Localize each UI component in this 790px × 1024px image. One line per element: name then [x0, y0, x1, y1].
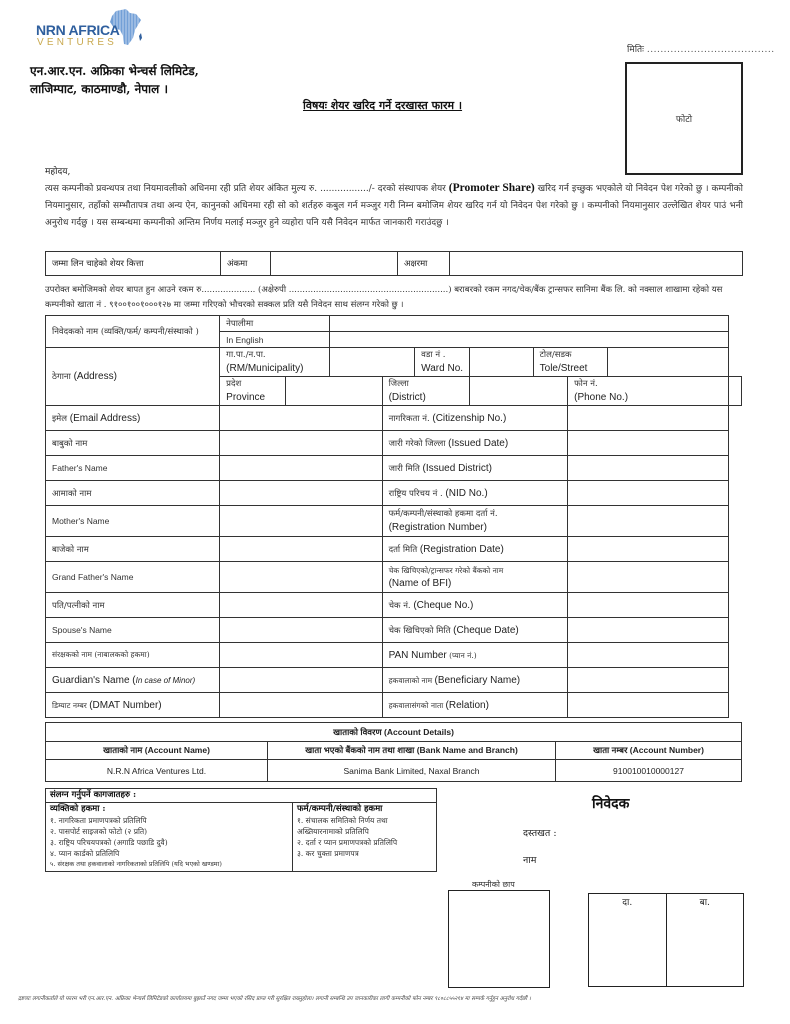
address-label: [46, 348, 220, 406]
address-label-np: ठेगाना: [52, 372, 71, 382]
date-label: मितिः: [627, 45, 644, 55]
name-english-label: In English: [220, 332, 329, 348]
required-documents-title: संलग्न गर्नुपर्ने कागजातहरु :: [46, 789, 437, 803]
table-row: [46, 406, 742, 431]
mother-name-np-label: आमाको नाम: [46, 481, 220, 506]
name-nepali-field[interactable]: [329, 316, 729, 332]
cheque-date-label: चेक खिचिएको मिति (Cheque Date): [382, 618, 568, 643]
list-item: २. दर्ता र प्यान प्रमाणपत्रको प्रतिलिपि: [297, 838, 398, 847]
footer-note: द्रष्टव्यः लगानीकर्ताले यो फारम भरी एन.आर.एन. अफ्रिका भेन्चर्स लिमिटेडको कार्यालयमा बुझाउँ नगद जम्मा भएको रसिद प्राप्त गरी सुरक्षित राख्नुहोला। लगानी सम्बन्धि उप जानकारीका लागी कम्पनीको फोन नम्बर ९८०८८५५२१४ मा सम्पर्क गर्नुहुन अनुरोध गर्दछौं ।: [18, 996, 531, 1002]
municipality-label-en: (RM/Municipality): [226, 363, 304, 374]
logo-text-secondary: VENTURES: [37, 37, 118, 48]
date-blank[interactable]: ......................................: [646, 45, 775, 55]
in-words-label: अक्षरमा: [398, 252, 450, 276]
ward-label: [415, 348, 470, 377]
deposit-text: उपरोक्त बमोजिमको शेयर बापत हुन आउने रकम रु.................... (अक्षेरुपी ...........................................................) बराबरको रकम नगद/चेक/बैंक ट्रान्सफर सानिमा बैंक लि. को नक्साल शाखामा रहेको यस कम्पनीको खाता नं . ९१००१००१०००१२७ मा जम्मा गरिएको भौचरको सक्कल प्रति यसै निवेदन साथ संलग्न गरेको छु ।: [45, 285, 723, 310]
father-name-en-field[interactable]: [220, 456, 382, 481]
district-label-np: जिल्ला: [388, 379, 409, 389]
ward-label-en: Ward No.: [421, 363, 464, 374]
form-subject: विषयः शेयर खरिद गर्ने दरखास्त फारम ।: [303, 99, 463, 112]
right-thumb-box[interactable]: [589, 894, 667, 987]
company-seal-label: कम्पनीको छाप: [472, 880, 515, 889]
address-label-en: (Address): [73, 371, 117, 382]
applicant-title: निवेदक: [592, 796, 630, 812]
province-label-np: प्रदेश: [226, 379, 242, 389]
logo-text-primary: NRN AFRICA: [36, 22, 120, 38]
share-quantity-table: [45, 251, 743, 276]
company-name: एन.आर.एन. अफ्रिका भेन्चर्स लिमिटेड,: [30, 64, 199, 78]
citizenship-field[interactable]: [568, 406, 729, 431]
table-row: [46, 537, 742, 562]
company-logo: [36, 8, 146, 50]
account-number-value: 910010010000127: [556, 760, 742, 782]
phone-label: [568, 377, 729, 406]
phone-label-en: (Phone No.): [574, 392, 629, 403]
signatory-name-label: नाम: [523, 855, 537, 866]
account-details-title: खाताको विवरण (Account Details): [46, 723, 742, 742]
right-thumb-label: दा.: [622, 898, 633, 908]
registration-number-label: फर्म/कम्पनी/संस्थाको हकमा दर्ता नं. (Registration Number): [382, 506, 568, 537]
in-words-field[interactable]: [450, 252, 743, 276]
salutation: महोदय,: [45, 167, 71, 177]
share-quantity-label: जम्मा लिन चाहेको शेयर कित्ता: [46, 252, 221, 276]
in-figures-field[interactable]: [271, 252, 398, 276]
ward-field[interactable]: [470, 348, 534, 377]
tole-label: [533, 348, 607, 377]
spouse-name-en-label: Spouse's Name: [46, 618, 220, 643]
nid-label: राष्ट्रिय परिचय नं . (NID No.): [382, 481, 568, 506]
relation-label: हकवालासंगको नाता (Relation): [382, 693, 568, 718]
list-item: ३. कर चुक्ता प्रमाणपत्र: [297, 849, 359, 858]
tole-field[interactable]: [607, 348, 728, 377]
email-label: इमेल (Email Address): [46, 406, 220, 431]
list-item: १. संचालक समितिको निर्णय तथा अख्तियारनामाको प्रतिलिपि: [297, 816, 388, 836]
account-number-header: खाता नम्बर (Account Number): [556, 742, 742, 760]
spouse-name-np-label: पति/पत्नीको नाम: [46, 593, 220, 618]
province-field[interactable]: [285, 377, 382, 406]
bank-branch-value: Sanima Bank Limited, Naxal Branch: [268, 760, 556, 782]
guardian-name-np-label: संरक्षकको नाम (नाबालकको हकमा): [46, 643, 220, 668]
left-thumb-label: बा.: [699, 898, 710, 908]
phone-label-np: फोन नं.: [574, 379, 598, 389]
municipality-field[interactable]: [329, 348, 415, 377]
list-item: ५. संरक्षक तथा हकवालाको नागरिकताको प्रतिलिपि (यदि भएको खण्डमा): [50, 860, 222, 868]
name-english-field[interactable]: [329, 332, 729, 348]
company-address: लाजिम्पाट, काठमाण्डौ, नेपाल ।: [30, 82, 169, 96]
account-name-value: N.R.N Africa Ventures Ltd.: [46, 760, 268, 782]
company-seal-box[interactable]: [448, 890, 550, 988]
list-item: १. नागरिकता प्रमाणपत्रको प्रतिलिपि: [50, 816, 147, 825]
account-details-table: [45, 722, 742, 782]
email-field[interactable]: [220, 406, 382, 431]
district-field[interactable]: [470, 377, 568, 406]
account-name-header: खाताको नाम (Account Name): [46, 742, 268, 760]
table-row: [46, 668, 742, 693]
cheque-number-label: चेक नं. (Cheque No.): [382, 593, 568, 618]
letter-part2: खरिद गर्न इच्छुक भएकोले यो निवेदन पेश गरेको छु । कम्पनीको नियमानुसार, तहाँको सम्भौतापत्र तथा अन्य ऐन, कानुनको अधिनमा रही सो को शर्तहरु कबुल गर्न मञ्जुर गरी निम्न बमोजिम शेयर खरिद गर्न यो निवेदन पेश गरेको छु । कम्पनीको नियमानुसार उल्लेखित शेयर पाउं भनी अनुरोध गर्दछु । यस सम्बन्धमा कम्पनीको अन्तिम निर्णय मलाई मञ्जुर हुने व्यहोरा पनि यसै निवेदन मार्फत जानकारी गराउंदछु ।: [45, 184, 743, 228]
applicant-name-label: निवेदकको नाम (व्यक्ति/फर्म/ कम्पनी/संस्थाको ): [46, 316, 220, 348]
issued-district-label: जारी गरेको जिल्ला (Issued Date): [382, 431, 568, 456]
table-row: [46, 593, 742, 618]
pan-number-label: PAN Number (प्यान नं.): [382, 643, 568, 668]
citizenship-label: नागरिकता नं. (Citizenship No.): [382, 406, 568, 431]
cheque-number-field[interactable]: [568, 593, 729, 618]
phone-field[interactable]: [729, 377, 742, 406]
bank-branch-header: खाता भएको बैंकको नाम तथा शाखा (Bank Name and Branch): [268, 742, 556, 760]
guardian-name-en-label: Guardian's Name (In case of Minor): [46, 668, 220, 693]
table-row: [46, 481, 742, 506]
tole-label-en: Tole/Street: [539, 363, 588, 374]
table-row: [46, 693, 742, 718]
list-item: ३. राष्ट्रिय परिचयपत्रको (अगाडि पछाडि दुवै): [50, 838, 168, 847]
grandfather-name-en-label: Grand Father's Name: [46, 562, 220, 593]
guardian-name-np-field[interactable]: [220, 643, 382, 668]
list-item: ४. प्यान कार्डको प्रतिलिपि: [50, 849, 120, 858]
name-nepali-label: नेपालीमा: [220, 316, 329, 332]
father-name-np-field[interactable]: [220, 431, 382, 456]
ward-label-np: वडा नं .: [421, 350, 446, 360]
district-label: [382, 377, 469, 406]
table-row: [46, 562, 742, 593]
letter-part1: त्यस कम्पनीको प्रवन्धपत्र तथा नियमावलीको अधिनमा रही प्रति शेयर अंकित मुल्य रु. ................./- दरको संस्थापक शेयर: [45, 184, 449, 194]
table-row: [46, 431, 742, 456]
beneficiary-name-label: हकवालाको नाम (Beneficiary Name): [382, 668, 568, 693]
company-header: [30, 62, 199, 98]
nid-field[interactable]: [568, 481, 729, 506]
bfi-name-label: चेक खिचिएको/ट्रान्सफर गरेको बैंकको नाम (Name of BFI): [382, 562, 568, 593]
relation-field[interactable]: [568, 693, 729, 718]
beneficiary-name-field[interactable]: [568, 668, 729, 693]
pan-number-field[interactable]: [568, 643, 729, 668]
tole-label-np: टोल/सडक: [539, 350, 572, 360]
table-row: [46, 506, 742, 537]
cheque-date-field[interactable]: [568, 618, 729, 643]
grandfather-name-en-field[interactable]: [220, 562, 382, 593]
issued-district-field[interactable]: [568, 431, 729, 456]
registration-date-label: दर्ता मिति (Registration Date): [382, 537, 568, 562]
signature-label: दस्तखत :: [523, 828, 557, 839]
photo-box[interactable]: [625, 62, 743, 175]
firm-documents-title: फर्म/कम्पनी/संस्थाको हकमा: [297, 804, 383, 814]
spouse-name-np-field[interactable]: [220, 593, 382, 618]
in-figures-label: अंकमा: [221, 252, 271, 276]
mother-name-en-field[interactable]: [220, 506, 382, 537]
issued-date-field[interactable]: [568, 456, 729, 481]
registration-number-field[interactable]: [568, 506, 729, 537]
spouse-name-en-field[interactable]: [220, 618, 382, 643]
province-label: [220, 377, 286, 406]
municipality-label: [220, 348, 329, 377]
photo-label: फोटो: [675, 115, 693, 125]
table-row: [46, 643, 742, 668]
province-label-en: Province: [226, 392, 266, 403]
mother-name-np-field[interactable]: [220, 481, 382, 506]
list-item: २. पासपोर्ट साइजको फोटो (२ प्रति): [50, 827, 148, 836]
father-name-np-label: बाबुको नाम: [46, 431, 220, 456]
registration-date-field[interactable]: [568, 537, 729, 562]
grandfather-name-np-field[interactable]: [220, 537, 382, 562]
district-label-en: (District): [388, 392, 426, 403]
father-name-en-label: Father's Name: [46, 456, 220, 481]
required-documents-table: [45, 788, 437, 872]
mother-name-en-label: Mother's Name: [46, 506, 220, 537]
guardian-name-en-field[interactable]: [220, 668, 382, 693]
bfi-name-field[interactable]: [568, 562, 729, 593]
firm-documents: [293, 803, 437, 872]
letter-body: [45, 180, 743, 232]
dmat-number-label: डिम्याट नम्बर (DMAT Number): [46, 693, 220, 718]
table-row: [46, 456, 742, 481]
dmat-number-field[interactable]: [220, 693, 382, 718]
thumbprint-table: [588, 893, 744, 987]
issued-date-label: जारी मिति (Issued District): [382, 456, 568, 481]
applicant-details-table: [45, 315, 742, 718]
table-row: [46, 618, 742, 643]
date-field[interactable]: [627, 42, 775, 55]
individual-documents: [46, 803, 293, 872]
individual-documents-title: व्यक्तिको हकमा :: [50, 804, 106, 814]
promoter-share-label: (Promoter Share): [448, 182, 535, 194]
left-thumb-box[interactable]: [666, 894, 744, 987]
grandfather-name-np-label: बाजेको नाम: [46, 537, 220, 562]
municipality-label-np: गा.पा./न.पा.: [226, 350, 266, 360]
